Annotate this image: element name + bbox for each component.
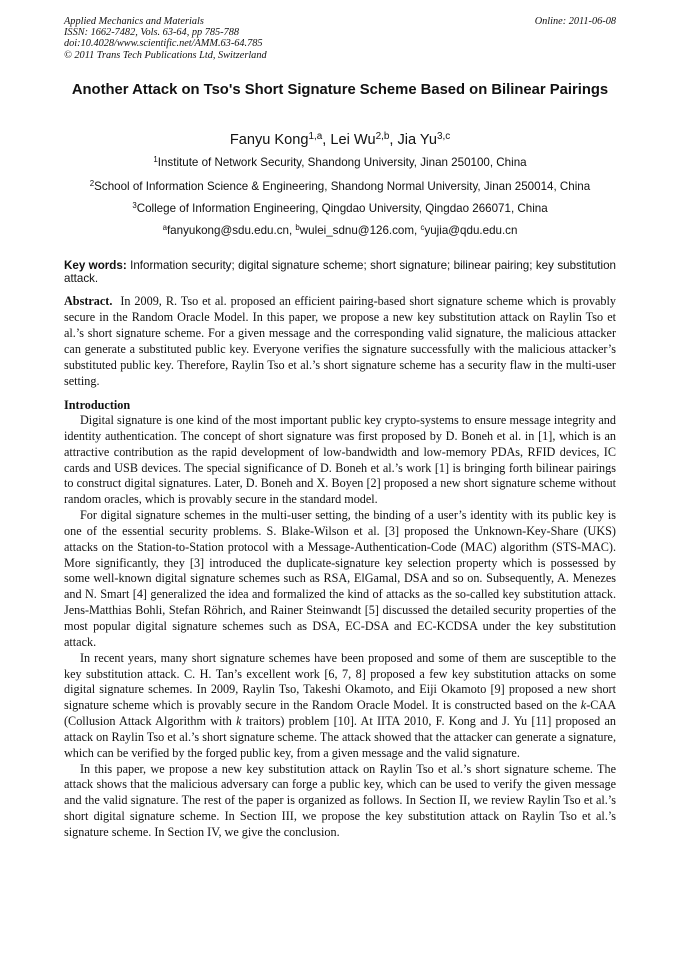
author-affil-mark: 2,b — [375, 131, 390, 143]
email-link[interactable]: fanyukong@sdu.edu.cn — [166, 224, 289, 237]
paragraph: Digital signature is one kind of the most important public key crypto-systems to ensure message integrity and identity authentication. The concept of short signature was first proposed by D. Boneh et al. in [1], which is an attractive contribution as the rapid development of low-bandwidth and low-memory PDAs, RFID devices, IC cards and USB devices. The special significance of D. Boneh et al.’s work [1] is bringing forth bilinear pairings to construct digital signatures. Later, D. Boneh and X. Boyen [2] proposed a new short signature scheme without random oracles, which is provably secure in the standard model. — [64, 413, 616, 507]
abstract — [64, 294, 616, 389]
author-name: Fanyu Kong — [229, 132, 309, 148]
paragraph: In this paper, we propose a new key substitution attack on Raylin Tso et al.’s short signature scheme. The attack shows that the malicious adversary can forge a public key, which can be used to verify the given message and the valid signature. The rest of the paper is organized as follows. In Section II, we review Raylin Tso et al.’s short digital signature scheme. In Section III, we propose the key substitution attack on Raylin Tso et al.’s signature scheme. In Section IV, we give the conclusion. — [64, 761, 616, 839]
keywords — [64, 259, 616, 286]
author-list: Fanyu Kong$^{1,a}$, Lei Wu$^{2,b}$, Jia Yu$^{3,c}$ — [229, 131, 451, 148]
author-emails: $^a$fanyukong@sdu.edu.cn, $^b$wulei_sdnu@126.com, $^c$yujia@qdu.edu.cn — [162, 223, 518, 237]
section-heading-introduction: Introduction — [64, 398, 131, 412]
abstract-text: In 2009, R. Tso et al. proposed an efficient pairing-based short signature scheme which is provably secure in the Random Oracle Model. In this paper, we propose a new key substitution attack on Raylin Tso et al.’s short signature scheme. For a given message and the corresponding valid signature, the malicious attacker can generate a substituted public key. Everyone verifies the signature successfully with the malicious attacker’s substituted public key. Therefore, Raylin Tso et al.’s short signature scheme has a security flaw in the multi-user setting. — [64, 294, 616, 388]
keywords-text: Information security; digital signature scheme; short signature; bilinear pairing; key substitution attack. — [64, 259, 616, 286]
introduction-body — [64, 413, 616, 841]
paper-title: Another Attack on Tso's Short Signature Scheme Based on Bilinear Pairings — [71, 82, 609, 98]
journal-name: Applied Mechanics and Materials — [64, 16, 204, 27]
paragraph: For digital signature schemes in the multi-user setting, the binding of a user’s identity with its public key is one of the essential security problems. S. Blake-Wilson et al. [3] proposed the Unknown-Key-Share (UKS) attacks on the Station-to-Station protocol with a Message-Authentication-Code (MAC) algorithm (STS-MAC). More significantly, they [3] introduced the duplicate-signature key selection property which is possessed by some well-known digital signature schemes such as RSA, ElGamal, DSA and so on. Subsequently, A. Menezes and N. Smart [4] generalized the idea and formalized the kind of attacks as the so-called key substitution attack. Jens-Matthias Bohli, Stefan Röhrich, and Rainer Steinwandt [5] discussed the detailed security properties of the most popular digital signature schemes such as DSA, EC-DSA and EC-KCDSA under the key substitution attack. — [64, 508, 616, 649]
abstract-label: Abstract. — [64, 294, 113, 308]
author-name: Jia Yu — [397, 132, 437, 148]
online-date: Online: 2011-06-08 — [534, 16, 616, 27]
email-link[interactable]: yujia@qdu.edu.cn — [424, 224, 518, 237]
journal-issn: ISSN: 1662-7482, Vols. 63-64, pp 785-788 — [64, 27, 240, 39]
paragraph: In recent years, many short signature schemes have been proposed and some of them are susceptible to the key substitution attack. C. H. Tan’s excellent work [6, 7, 8] proposed a few key substitution attacks on some digital signature schemes. In 2009, Raylin Tso, Takeshi Okamoto, and Eiji Okamoto [9] proposed a new short signature scheme which is provably secure in the Random Oracle Model. It is constructed based on the k-CAA (Collusion Attack Algorithm with k traitors) problem [10]. At IITA 2010, F. Kong and J. Yu [11] proposed an attack on Raylin Tso et al.’s short signature scheme. The attack showed that the attacker can generate a signature, which can be verified by the forged public key, from a given message and the valid signature. — [64, 650, 616, 760]
email-link[interactable]: wulei_sdnu@126.com — [299, 224, 415, 237]
affiliation-2: $^2$School of Information Science & Engineering, Shandong Normal University, Jinan 250014, China — [89, 179, 591, 193]
author-affil-mark: 1,a — [308, 131, 323, 143]
author-name: Lei Wu — [330, 132, 376, 148]
journal-header — [64, 16, 616, 61]
journal-copyright: © 2011 Trans Tech Publications Ltd, Switzerland — [64, 49, 267, 61]
author-affil-mark: 3,c — [436, 131, 451, 143]
affiliation-3: $^3$College of Information Engineering, Qingdao University, Qingdao 266071, China — [132, 201, 548, 215]
keywords-label: Key words: — [64, 259, 127, 272]
journal-doi: doi:10.4028/www.scientific.net/AMM.63-64.785 — [64, 38, 263, 50]
affiliation-1: $^1$Institute of Network Security, Shandong University, Jinan 250100, China — [153, 155, 527, 169]
